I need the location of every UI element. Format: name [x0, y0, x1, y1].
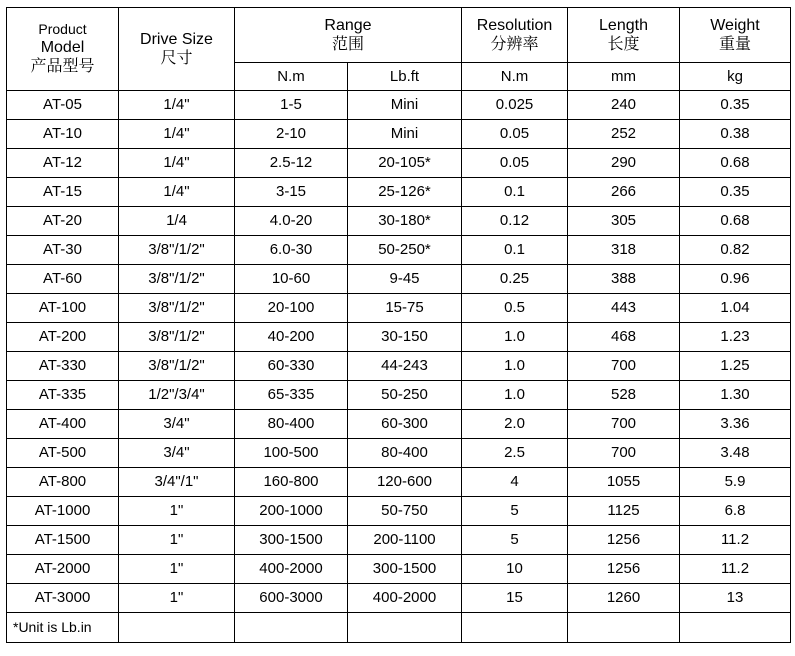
cell-range-lbft: 9-45	[348, 265, 462, 294]
cell-resolution: 5	[462, 526, 568, 555]
cell-length: 305	[568, 207, 680, 236]
cell-resolution: 5	[462, 497, 568, 526]
cell-model: AT-2000	[7, 555, 119, 584]
cell-weight: 0.38	[680, 120, 791, 149]
cell-weight: 1.04	[680, 294, 791, 323]
cell-resolution: 2.5	[462, 439, 568, 468]
cell-resolution: 0.05	[462, 149, 568, 178]
cell-length: 1055	[568, 468, 680, 497]
spec-table	[6, 7, 791, 643]
cell-drive-size: 3/4"	[119, 439, 235, 468]
cell-range-lbft: 30-180*	[348, 207, 462, 236]
cell-range-lbft: 300-1500	[348, 555, 462, 584]
cell-model: AT-05	[7, 91, 119, 120]
cell-drive-size: 3/8"/1/2"	[119, 323, 235, 352]
cell-range-nm: 1-5	[235, 91, 348, 120]
cell-length: 318	[568, 236, 680, 265]
cell-drive-size: 1"	[119, 497, 235, 526]
table-row	[7, 497, 791, 526]
cell-range-nm: 4.0-20	[235, 207, 348, 236]
cell-range-nm: 65-335	[235, 381, 348, 410]
table-footer	[7, 613, 791, 643]
cell-weight: 3.36	[680, 410, 791, 439]
cell-weight: 0.82	[680, 236, 791, 265]
cell-length: 1256	[568, 555, 680, 584]
cell-weight: 11.2	[680, 555, 791, 584]
cell-resolution: 0.25	[462, 265, 568, 294]
cell-range-nm: 100-500	[235, 439, 348, 468]
cell-model: AT-200	[7, 323, 119, 352]
table-row	[7, 526, 791, 555]
cell-drive-size: 3/4"/1"	[119, 468, 235, 497]
cell-model: AT-15	[7, 178, 119, 207]
header-range-lbft-unit: Lb.ft	[348, 63, 462, 91]
cell-drive-size: 1/4"	[119, 120, 235, 149]
cell-range-nm: 200-1000	[235, 497, 348, 526]
table-row	[7, 584, 791, 613]
cell-length: 1256	[568, 526, 680, 555]
footer-empty-cell	[462, 613, 568, 643]
table-body	[7, 91, 791, 613]
cell-length: 468	[568, 323, 680, 352]
footnote: *Unit is Lb.in	[7, 613, 119, 643]
cell-model: AT-1000	[7, 497, 119, 526]
cell-range-nm: 400-2000	[235, 555, 348, 584]
header-resolution: Resolution 分辨率	[462, 8, 568, 63]
table-row	[7, 120, 791, 149]
cell-weight: 3.48	[680, 439, 791, 468]
cell-range-nm: 80-400	[235, 410, 348, 439]
cell-range-lbft: 400-2000	[348, 584, 462, 613]
cell-weight: 0.68	[680, 207, 791, 236]
cell-resolution: 4	[462, 468, 568, 497]
header-product-model: Product Model 产品型号	[7, 8, 119, 91]
cell-range-lbft: Mini	[348, 120, 462, 149]
table-row	[7, 265, 791, 294]
cell-range-lbft: 44-243	[348, 352, 462, 381]
cell-range-nm: 3-15	[235, 178, 348, 207]
cell-drive-size: 3/4"	[119, 410, 235, 439]
cell-range-lbft: Mini	[348, 91, 462, 120]
cell-drive-size: 3/8"/1/2"	[119, 236, 235, 265]
table-row	[7, 352, 791, 381]
cell-range-nm: 2.5-12	[235, 149, 348, 178]
table-row	[7, 236, 791, 265]
cell-length: 700	[568, 410, 680, 439]
cell-length: 1125	[568, 497, 680, 526]
cell-weight: 1.25	[680, 352, 791, 381]
cell-resolution: 0.1	[462, 236, 568, 265]
cell-range-lbft: 200-1100	[348, 526, 462, 555]
cell-model: AT-12	[7, 149, 119, 178]
header-weight-unit: kg	[680, 63, 791, 91]
cell-drive-size: 3/8"/1/2"	[119, 352, 235, 381]
cell-weight: 0.96	[680, 265, 791, 294]
cell-range-lbft: 50-250*	[348, 236, 462, 265]
cell-range-lbft: 80-400	[348, 439, 462, 468]
cell-resolution: 1.0	[462, 323, 568, 352]
cell-model: AT-30	[7, 236, 119, 265]
cell-length: 266	[568, 178, 680, 207]
cell-resolution: 1.0	[462, 352, 568, 381]
cell-resolution: 0.12	[462, 207, 568, 236]
cell-weight: 5.9	[680, 468, 791, 497]
cell-resolution: 10	[462, 555, 568, 584]
cell-weight: 1.23	[680, 323, 791, 352]
cell-range-nm: 20-100	[235, 294, 348, 323]
cell-range-nm: 40-200	[235, 323, 348, 352]
cell-model: AT-800	[7, 468, 119, 497]
table-row	[7, 468, 791, 497]
cell-model: AT-100	[7, 294, 119, 323]
table-row	[7, 410, 791, 439]
header-drive-size: Drive Size 尺寸	[119, 8, 235, 91]
table-row	[7, 149, 791, 178]
cell-model: AT-60	[7, 265, 119, 294]
cell-length: 443	[568, 294, 680, 323]
cell-length: 388	[568, 265, 680, 294]
footer-empty-cell	[119, 613, 235, 643]
cell-drive-size: 1"	[119, 555, 235, 584]
cell-range-nm: 300-1500	[235, 526, 348, 555]
table-row	[7, 323, 791, 352]
cell-range-lbft: 50-250	[348, 381, 462, 410]
cell-range-lbft: 120-600	[348, 468, 462, 497]
header-weight: Weight 重量	[680, 8, 791, 63]
cell-drive-size: 1"	[119, 526, 235, 555]
footer-empty-cell	[235, 613, 348, 643]
cell-range-nm: 6.0-30	[235, 236, 348, 265]
cell-range-nm: 160-800	[235, 468, 348, 497]
cell-drive-size: 1/4	[119, 207, 235, 236]
cell-resolution: 2.0	[462, 410, 568, 439]
cell-resolution: 0.05	[462, 120, 568, 149]
cell-range-lbft: 50-750	[348, 497, 462, 526]
cell-model: AT-20	[7, 207, 119, 236]
header-length: Length 长度	[568, 8, 680, 63]
cell-resolution: 0.025	[462, 91, 568, 120]
cell-range-nm: 2-10	[235, 120, 348, 149]
cell-weight: 0.68	[680, 149, 791, 178]
cell-range-lbft: 25-126*	[348, 178, 462, 207]
cell-length: 700	[568, 352, 680, 381]
cell-length: 1260	[568, 584, 680, 613]
cell-weight: 0.35	[680, 91, 791, 120]
table-row	[7, 294, 791, 323]
cell-resolution: 1.0	[462, 381, 568, 410]
cell-drive-size: 1/2"/3/4"	[119, 381, 235, 410]
cell-drive-size: 1/4"	[119, 91, 235, 120]
cell-range-lbft: 15-75	[348, 294, 462, 323]
footer-empty-cell	[348, 613, 462, 643]
cell-length: 290	[568, 149, 680, 178]
cell-resolution: 0.5	[462, 294, 568, 323]
table-row	[7, 178, 791, 207]
cell-range-lbft: 60-300	[348, 410, 462, 439]
table-row	[7, 207, 791, 236]
header-range-nm-unit: N.m	[235, 63, 348, 91]
cell-model: AT-1500	[7, 526, 119, 555]
cell-drive-size: 1"	[119, 584, 235, 613]
table-row	[7, 91, 791, 120]
cell-weight: 1.30	[680, 381, 791, 410]
cell-range-lbft: 30-150	[348, 323, 462, 352]
footer-empty-cell	[568, 613, 680, 643]
cell-range-nm: 600-3000	[235, 584, 348, 613]
cell-length: 252	[568, 120, 680, 149]
cell-model: AT-10	[7, 120, 119, 149]
cell-range-nm: 10-60	[235, 265, 348, 294]
cell-drive-size: 1/4"	[119, 149, 235, 178]
cell-model: AT-330	[7, 352, 119, 381]
cell-length: 528	[568, 381, 680, 410]
cell-model: AT-335	[7, 381, 119, 410]
table-row	[7, 439, 791, 468]
table-row	[7, 555, 791, 584]
cell-resolution: 15	[462, 584, 568, 613]
cell-model: AT-3000	[7, 584, 119, 613]
cell-weight: 13	[680, 584, 791, 613]
cell-drive-size: 1/4"	[119, 178, 235, 207]
table-row	[7, 381, 791, 410]
cell-length: 240	[568, 91, 680, 120]
cell-model: AT-500	[7, 439, 119, 468]
cell-drive-size: 3/8"/1/2"	[119, 265, 235, 294]
cell-drive-size: 3/8"/1/2"	[119, 294, 235, 323]
table-header	[7, 8, 791, 91]
cell-weight: 0.35	[680, 178, 791, 207]
header-resolution-unit: N.m	[462, 63, 568, 91]
cell-resolution: 0.1	[462, 178, 568, 207]
cell-range-nm: 60-330	[235, 352, 348, 381]
header-range: Range 范围	[235, 8, 462, 63]
cell-length: 700	[568, 439, 680, 468]
cell-model: AT-400	[7, 410, 119, 439]
footer-empty-cell	[680, 613, 791, 643]
cell-weight: 11.2	[680, 526, 791, 555]
header-length-unit: mm	[568, 63, 680, 91]
cell-weight: 6.8	[680, 497, 791, 526]
cell-range-lbft: 20-105*	[348, 149, 462, 178]
